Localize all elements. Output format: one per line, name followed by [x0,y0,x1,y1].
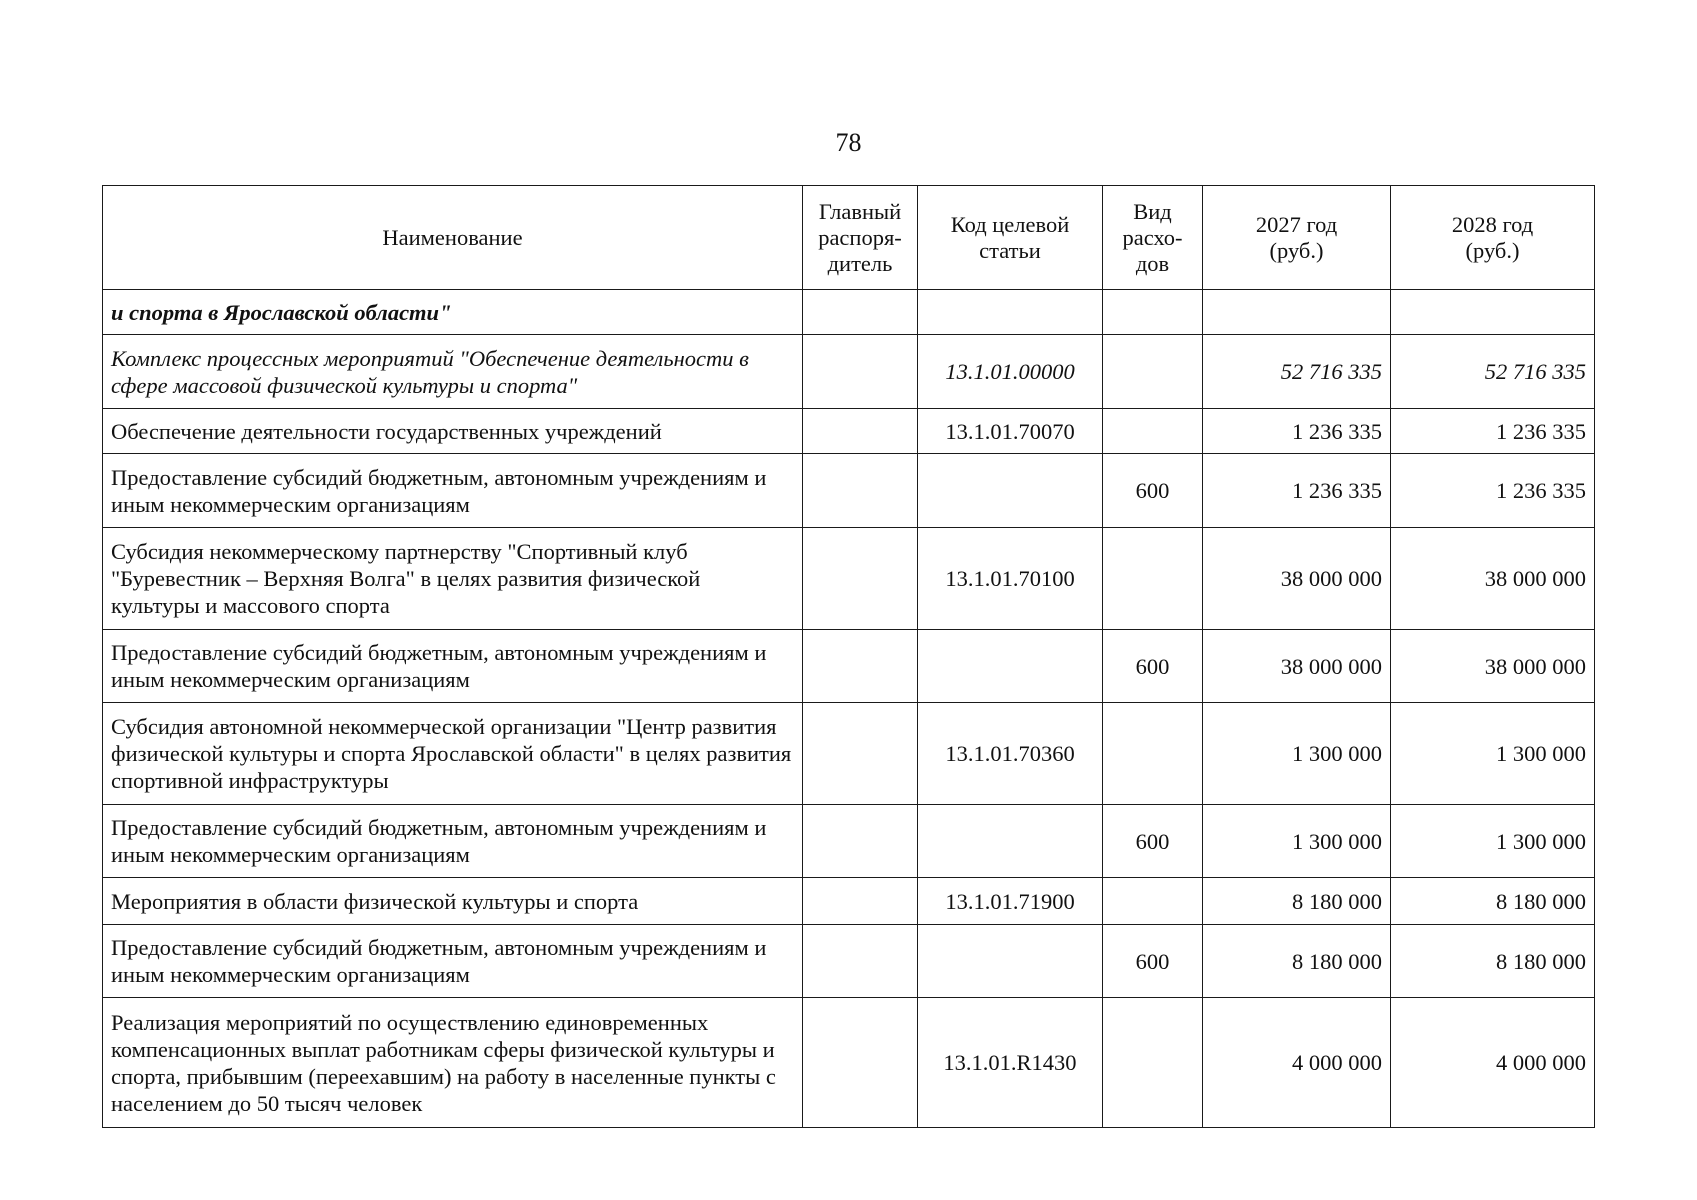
cell-2028: 52 716 335 [1391,335,1595,409]
cell-name: Предоставление субсидий бюджетным, автономным учреждениям и иным некоммерческим организациям [103,925,803,998]
cell-type: 600 [1103,805,1203,878]
cell-manager [803,925,918,998]
cell-name: Комплекс процессных мероприятий "Обеспечение деятельности в сфере массовой физической культуры и спорта" [103,335,803,409]
header-type: Вид расхо- дов [1103,186,1203,290]
cell-name: и спорта в Ярославской области" [103,290,803,335]
cell-2027: 1 300 000 [1203,703,1391,805]
table-row [103,409,1595,454]
header-code: Код целевой статьи [918,186,1103,290]
header-manager: Главный распоря- дитель [803,186,918,290]
cell-type [1103,409,1203,454]
cell-code: 13.1.01.R1430 [918,998,1103,1128]
cell-manager [803,528,918,630]
cell-name: Предоставление субсидий бюджетным, автономным учреждениям и иным некоммерческим организациям [103,454,803,528]
cell-2028: 4 000 000 [1391,998,1595,1128]
cell-code [918,290,1103,335]
header-2028: 2028 год (руб.) [1391,186,1595,290]
cell-manager [803,290,918,335]
cell-type [1103,878,1203,925]
cell-type [1103,998,1203,1128]
cell-2027: 38 000 000 [1203,528,1391,630]
cell-name: Реализация мероприятий по осуществлению единовременных компенсационных выплат работникам сферы физической культуры и спорта, прибывшим (переехавшим) на работу в населенные пункты с населением до 50 тысяч человек [103,998,803,1128]
cell-manager [803,703,918,805]
cell-2028: 8 180 000 [1391,925,1595,998]
cell-2028: 1 300 000 [1391,703,1595,805]
cell-2028: 38 000 000 [1391,528,1595,630]
cell-2027: 8 180 000 [1203,925,1391,998]
cell-name: Субсидия некоммерческому партнерству "Спортивный клуб "Буревестник – Верхняя Волга" в целях развития физической культуры и массового спорта [103,528,803,630]
cell-type [1103,528,1203,630]
cell-type: 600 [1103,630,1203,703]
cell-2027: 38 000 000 [1203,630,1391,703]
cell-2027: 4 000 000 [1203,998,1391,1128]
cell-name: Мероприятия в области физической культуры и спорта [103,878,803,925]
cell-2028: 1 236 335 [1391,409,1595,454]
cell-manager [803,454,918,528]
cell-code [918,454,1103,528]
cell-2027: 1 300 000 [1203,805,1391,878]
cell-2028: 38 000 000 [1391,630,1595,703]
header-2027: 2027 год (руб.) [1203,186,1391,290]
cell-2027: 1 236 335 [1203,454,1391,528]
cell-type: 600 [1103,454,1203,528]
cell-2028: 1 300 000 [1391,805,1595,878]
budget-table [102,185,1595,1128]
cell-code: 13.1.01.00000 [918,335,1103,409]
cell-type: 600 [1103,925,1203,998]
cell-type [1103,290,1203,335]
cell-2027 [1203,290,1391,335]
cell-manager [803,335,918,409]
cell-manager [803,409,918,454]
cell-type [1103,335,1203,409]
cell-name: Предоставление субсидий бюджетным, автономным учреждениям и иным некоммерческим организациям [103,805,803,878]
cell-code: 13.1.01.70070 [918,409,1103,454]
cell-2028: 8 180 000 [1391,878,1595,925]
cell-name: Предоставление субсидий бюджетным, автономным учреждениям и иным некоммерческим организациям [103,630,803,703]
table-row [103,925,1595,998]
table-row [103,805,1595,878]
cell-code: 13.1.01.71900 [918,878,1103,925]
table-row [103,878,1595,925]
cell-2027: 52 716 335 [1203,335,1391,409]
cell-code: 13.1.01.70360 [918,703,1103,805]
cell-2027: 8 180 000 [1203,878,1391,925]
table-row [103,290,1595,335]
cell-manager [803,630,918,703]
table-row [103,998,1595,1128]
table-row [103,630,1595,703]
header-name: Наименование [103,186,803,290]
cell-2028: 1 236 335 [1391,454,1595,528]
table-row [103,335,1595,409]
cell-name: Обеспечение деятельности государственных учреждений [103,409,803,454]
cell-name: Субсидия автономной некоммерческой организации "Центр развития физической культуры и спорта Ярославской области" в целях развития спортивной инфраструктуры [103,703,803,805]
cell-code [918,925,1103,998]
cell-manager [803,805,918,878]
cell-type [1103,703,1203,805]
table-row [103,454,1595,528]
cell-2027: 1 236 335 [1203,409,1391,454]
cell-code [918,630,1103,703]
table-row [103,528,1595,630]
cell-manager [803,998,918,1128]
table-header-row [103,186,1595,290]
cell-2028 [1391,290,1595,335]
page-number: 78 [835,128,862,157]
table-row [103,703,1595,805]
cell-code [918,805,1103,878]
cell-manager [803,878,918,925]
cell-code: 13.1.01.70100 [918,528,1103,630]
